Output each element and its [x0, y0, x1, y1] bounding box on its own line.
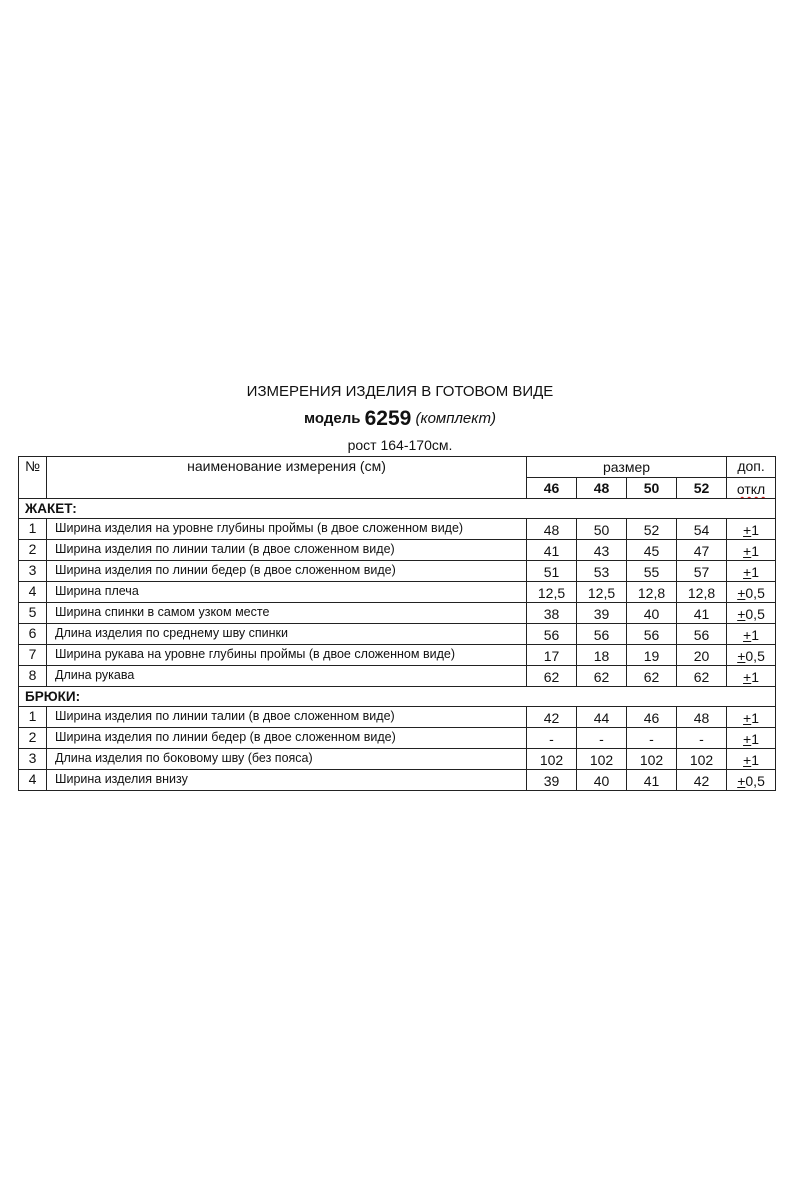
size-value: - [527, 728, 577, 749]
tolerance-cell [727, 561, 776, 582]
table-row [19, 561, 776, 582]
size-value: 18 [577, 645, 627, 666]
section-row [19, 499, 776, 519]
size-value: 12,8 [627, 582, 677, 603]
size-value: 48 [677, 707, 727, 728]
tolerance-cell [727, 645, 776, 666]
table-row [19, 666, 776, 687]
tolerance-cell [727, 707, 776, 728]
row-number: 7 [19, 645, 47, 666]
tolerance-value: +1 [743, 731, 760, 747]
tolerance-value: +1 [743, 710, 760, 726]
table-body [19, 457, 776, 791]
measurement-name: Ширина изделия на уровне глубины проймы (в двое сложенном виде) [47, 519, 527, 540]
size-value: 62 [527, 666, 577, 687]
row-number: 3 [19, 749, 47, 770]
section-title: ЖАКЕТ: [19, 499, 776, 519]
tolerance-value: +1 [743, 752, 760, 768]
size-value: 12,5 [527, 582, 577, 603]
size-value: 19 [627, 645, 677, 666]
measurement-name: Длина изделия по среднему шву спинки [47, 624, 527, 645]
height-line: рост 164-170см. [347, 437, 453, 453]
table-row [19, 749, 776, 770]
table-row [19, 645, 776, 666]
col-no-header: № [19, 457, 47, 499]
model-number: 6259 [364, 407, 412, 430]
tolerance-cell [727, 540, 776, 561]
section-row [19, 687, 776, 707]
measurement-name: Длина изделия по боковому шву (без пояса) [47, 749, 527, 770]
size-value: 50 [577, 519, 627, 540]
col-tol-header-1: доп. [727, 457, 776, 478]
size-value: 56 [577, 624, 627, 645]
row-number: 4 [19, 770, 47, 791]
tolerance-value: +0,5 [737, 606, 765, 622]
col-size-header: размер [527, 457, 727, 478]
size-header: 46 [527, 478, 577, 499]
size-value: 42 [677, 770, 727, 791]
size-header: 52 [677, 478, 727, 499]
size-value: 40 [627, 603, 677, 624]
size-value: 102 [527, 749, 577, 770]
tolerance-cell [727, 728, 776, 749]
tolerance-cell [727, 666, 776, 687]
size-value: 56 [677, 624, 727, 645]
col-tol-header-2-text: откл [736, 481, 766, 497]
size-value: 53 [577, 561, 627, 582]
size-header: 48 [577, 478, 627, 499]
table-row [19, 540, 776, 561]
row-number: 5 [19, 603, 47, 624]
row-number: 1 [19, 519, 47, 540]
size-value: 102 [627, 749, 677, 770]
size-value: 62 [677, 666, 727, 687]
tolerance-cell [727, 519, 776, 540]
table-row [19, 582, 776, 603]
tolerance-value: +0,5 [737, 648, 765, 664]
size-value: 45 [627, 540, 677, 561]
size-value: 39 [577, 603, 627, 624]
model-note: (комплект) [415, 410, 497, 427]
tolerance-cell [727, 603, 776, 624]
size-value: 47 [677, 540, 727, 561]
row-number: 6 [19, 624, 47, 645]
size-value: 20 [677, 645, 727, 666]
model-label: модель [303, 410, 361, 427]
tolerance-cell [727, 749, 776, 770]
document-title: ИЗМЕРЕНИЯ ИЗДЕЛИЯ В ГОТОВОМ ВИДЕ [246, 383, 554, 400]
size-value: 52 [627, 519, 677, 540]
measurement-name: Ширина изделия по линии бедер (в двое сложенном виде) [47, 728, 527, 749]
measurement-name: Длина рукава [47, 666, 527, 687]
row-number: 2 [19, 540, 47, 561]
tolerance-value: +1 [743, 564, 760, 580]
section-title: БРЮКИ: [19, 687, 776, 707]
size-value: 41 [527, 540, 577, 561]
row-number: 4 [19, 582, 47, 603]
size-header: 50 [627, 478, 677, 499]
measurement-name: Ширина рукава на уровне глубины проймы (в двое сложенном виде) [47, 645, 527, 666]
row-number: 8 [19, 666, 47, 687]
tolerance-value: +1 [743, 522, 760, 538]
table-row [19, 728, 776, 749]
size-value: 102 [677, 749, 727, 770]
measurement-name: Ширина изделия по линии бедер (в двое сложенном виде) [47, 561, 527, 582]
tolerance-cell [727, 624, 776, 645]
row-number: 3 [19, 561, 47, 582]
size-value: 102 [577, 749, 627, 770]
size-value: - [677, 728, 727, 749]
size-value: 62 [577, 666, 627, 687]
measurement-name: Ширина изделия по линии талии (в двое сложенном виде) [47, 707, 527, 728]
size-value: 56 [627, 624, 677, 645]
size-value: 40 [577, 770, 627, 791]
measurement-name: Ширина изделия по линии талии (в двое сложенном виде) [47, 540, 527, 561]
size-value: 39 [527, 770, 577, 791]
measurement-name: Ширина спинки в самом узком месте [47, 603, 527, 624]
size-value: 12,8 [677, 582, 727, 603]
table-row [19, 624, 776, 645]
header-row-1 [19, 457, 776, 478]
measurement-name: Ширина изделия внизу [47, 770, 527, 791]
tolerance-value: +1 [743, 627, 760, 643]
size-value: 42 [527, 707, 577, 728]
row-number: 2 [19, 728, 47, 749]
size-value: 38 [527, 603, 577, 624]
size-value: 56 [527, 624, 577, 645]
size-value: 51 [527, 561, 577, 582]
table-row [19, 603, 776, 624]
size-value: 54 [677, 519, 727, 540]
size-value: 12,5 [577, 582, 627, 603]
measurement-name: Ширина плеча [47, 582, 527, 603]
col-tol-header-2 [727, 478, 776, 499]
model-line [0, 407, 800, 431]
tolerance-value: +1 [743, 543, 760, 559]
size-value: 46 [627, 707, 677, 728]
size-value: 17 [527, 645, 577, 666]
tolerance-value: +1 [743, 669, 760, 685]
table-row [19, 519, 776, 540]
tolerance-cell [727, 770, 776, 791]
size-value: - [577, 728, 627, 749]
tolerance-cell [727, 582, 776, 603]
measurements-table [18, 456, 776, 791]
size-value: 43 [577, 540, 627, 561]
table-row [19, 770, 776, 791]
size-value: 41 [627, 770, 677, 791]
row-number: 1 [19, 707, 47, 728]
size-value: 62 [627, 666, 677, 687]
size-value: 41 [677, 603, 727, 624]
size-value: 48 [527, 519, 577, 540]
size-value: 44 [577, 707, 627, 728]
size-value: 57 [677, 561, 727, 582]
size-value: - [627, 728, 677, 749]
table-row [19, 707, 776, 728]
size-value: 55 [627, 561, 677, 582]
tolerance-value: +0,5 [737, 585, 765, 601]
tolerance-value: +0,5 [737, 773, 765, 789]
col-name-header: наименование измерения (см) [47, 457, 527, 499]
